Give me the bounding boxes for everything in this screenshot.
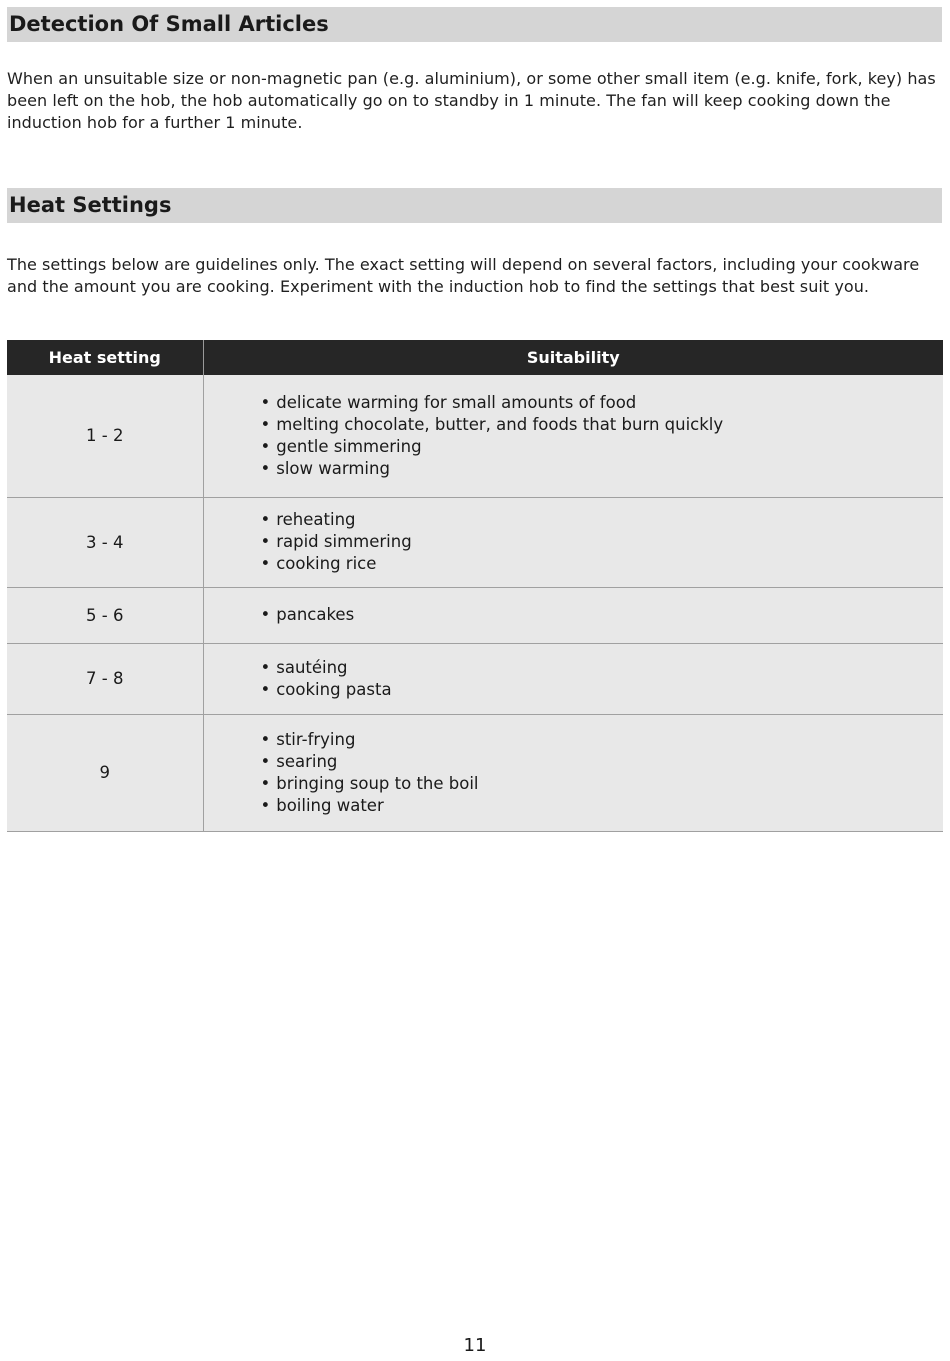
suitability-cell	[203, 497, 943, 587]
suitability-item: • cooking pasta	[261, 679, 944, 701]
table-row	[7, 497, 943, 587]
suitability-item: • stir-frying	[261, 729, 944, 751]
suitability-item: • searing	[261, 751, 944, 773]
heat-setting-cell: 3 - 4	[7, 497, 203, 587]
suitability-item: • bringing soup to the boil	[261, 773, 944, 795]
suitability-cell	[203, 714, 943, 831]
suitability-list	[204, 729, 944, 817]
suitability-list	[204, 392, 944, 480]
heat-settings-table	[7, 340, 943, 832]
table-row	[7, 643, 943, 714]
suitability-item: • melting chocolate, butter, and foods that burn quickly	[261, 414, 944, 436]
suitability-list	[204, 509, 944, 575]
table-row	[7, 587, 943, 643]
suitability-item: • rapid simmering	[261, 531, 944, 553]
detection-heading: Detection Of Small Articles	[9, 12, 329, 36]
header-heat-setting: Heat setting	[7, 340, 203, 375]
page-number: 11	[463, 1335, 487, 1356]
heat-setting-cell: 5 - 6	[7, 587, 203, 643]
section-heading-detection	[7, 7, 942, 42]
detection-paragraph: When an unsuitable size or non-magnetic pan (e.g. aluminium), or some other small item (e.g. knife, fork, key) has been left on the hob, the hob automatically go on to standby in 1 minute. The fan will keep cooking down the induction hob for a further 1 minute.	[7, 69, 936, 132]
table-row	[7, 714, 943, 831]
suitability-item: • reheating	[261, 509, 944, 531]
suitability-item: • delicate warming for small amounts of food	[261, 392, 944, 414]
suitability-cell	[203, 643, 943, 714]
suitability-item: • boiling water	[261, 795, 944, 817]
heat-setting-cell: 1 - 2	[7, 375, 203, 497]
suitability-item: • slow warming	[261, 458, 944, 480]
suitability-item: • sautéing	[261, 657, 944, 679]
suitability-cell	[203, 375, 943, 497]
suitability-list	[204, 604, 944, 626]
suitability-item: • cooking rice	[261, 553, 944, 575]
table-header-row	[7, 340, 943, 375]
heat-settings-paragraph: The settings below are guidelines only. The exact setting will depend on several factors, including your cookware and the amount you are cooking. Experiment with the induction hob to find the settings that best suit you.	[7, 255, 920, 296]
suitability-list	[204, 657, 944, 701]
table-row	[7, 375, 943, 497]
header-suitability: Suitability	[203, 340, 943, 375]
heat-setting-cell: 7 - 8	[7, 643, 203, 714]
suitability-cell	[203, 587, 943, 643]
suitability-item: • gentle simmering	[261, 436, 944, 458]
heat-settings-heading: Heat Settings	[9, 193, 172, 217]
heat-setting-cell: 9	[7, 714, 203, 831]
section-heading-heat-settings	[7, 188, 942, 223]
suitability-item: • pancakes	[261, 604, 944, 626]
